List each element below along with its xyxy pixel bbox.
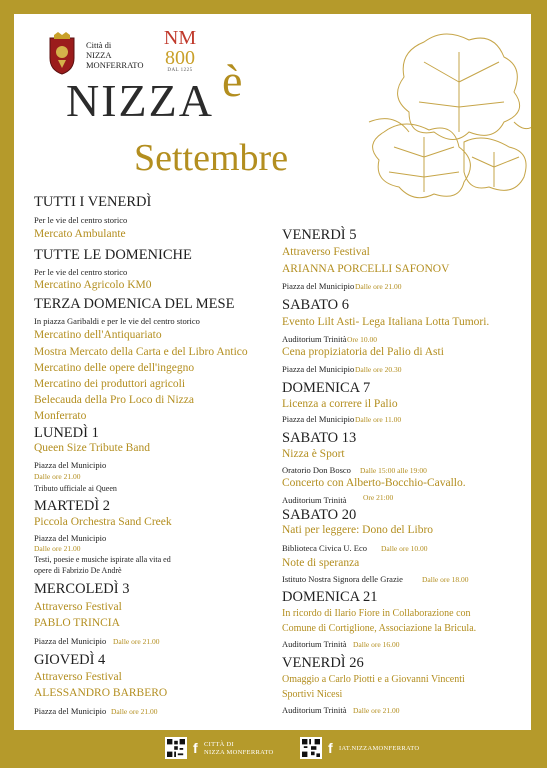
facebook-icon[interactable]: f (193, 740, 198, 756)
event-note-speranza: Note di speranza (282, 557, 360, 569)
event-carta-libro: Mostra Mercato della Carta e del Libro Antico (34, 346, 248, 358)
heading-domenica-7: DOMENICA 7 (282, 380, 371, 396)
footer-left-line1: CITTÀ DI (204, 741, 235, 748)
heading-venerdi-26: VENERDÌ 26 (282, 655, 364, 671)
note-lunedi-1: Tributo ufficiale ai Queen (34, 484, 117, 493)
logo-caption: DAL 1225 (167, 68, 193, 73)
event-attraverso-3: Attraverso Festival (34, 601, 122, 613)
event-belecauda: Belecauda della Pro Loco di Nizza (34, 394, 194, 406)
logo-number: 800 (165, 47, 195, 69)
qr-code-pattern (302, 739, 320, 757)
place-domenica-21: Auditorium Trinità (282, 639, 347, 649)
event-lilt: Evento Lilt Asti- Lega Italiana Lotta Tumori. (282, 316, 490, 328)
event-omaggio-1: Omaggio a Carlo Piotti e a Giovanni Vincenti (282, 674, 465, 685)
event-ingegno: Mercatino delle opere dell'ingegno (34, 362, 195, 374)
event-belecauda-2: Monferrato (34, 410, 87, 422)
logo-letters: NM (163, 27, 197, 49)
heading-mercoledi-3: MERCOLEDÌ 3 (34, 581, 130, 597)
sub-terza-domenica: In piazza Garibaldi e per le vie del centro storico (34, 316, 200, 326)
qr-code-pattern (167, 739, 185, 757)
heading-tutti-venerdi: TUTTI I VENERDÌ (34, 194, 152, 210)
time-martedi-2: Dalle ore 21.00 (34, 544, 81, 553)
footer (0, 730, 547, 768)
city-line2: NIZZA (86, 50, 112, 60)
event-pablo-trincia: PABLO TRINCIA (34, 617, 120, 629)
sub-tutti-venerdi: Per le vie del centro storico (34, 215, 128, 225)
note-martedi-2a: Testi, poesie e musiche ispirate alla vita ed (34, 555, 171, 564)
event-mercato-ambulante: Mercato Ambulante (34, 228, 126, 240)
place-lunedi-1: Piazza del Municipio (34, 460, 107, 470)
place-sabato-20a: Biblioteca Civica U. Eco (282, 543, 367, 553)
event-attraverso-5: Attraverso Festival (282, 246, 370, 258)
city-name (86, 40, 143, 70)
qr-code-icon[interactable] (165, 737, 187, 759)
heading-martedi-2: MARTEDÌ 2 (34, 498, 111, 514)
event-ilario-fiore-2: Comune di Cortiglione, Associazione la Bricula. (282, 623, 477, 634)
place-sabato-13b: Auditorium Trinità (282, 495, 347, 505)
place-sabato-20b: Istituto Nostra Signora delle Grazie (282, 574, 403, 584)
qr-code-icon[interactable] (300, 737, 322, 759)
place-domenica-7: Piazza del Municipio (282, 414, 355, 424)
time-sabato-20b: Dalle ore 18.00 (422, 575, 469, 584)
place-giovedi-4: Piazza del Municipio (34, 706, 107, 716)
crest-icon (46, 32, 78, 76)
footer-right-text: IAT.NIZZAMONFERRATO (339, 745, 420, 752)
time-domenica-7: Dalle ore 11.00 (355, 415, 402, 424)
event-attraverso-4: Attraverso Festival (34, 671, 122, 683)
event-ilario-fiore-1: In ricordo di Ilario Fiore in Collaborazione con (282, 608, 471, 619)
event-nizza-sport: Nizza è Sport (282, 448, 345, 460)
place-sabato-13a: Oratorio Don Bosco (282, 465, 351, 475)
event-nati-leggere: Nati per leggere: Dono del Libro (282, 524, 434, 536)
heading-sabato-6: SABATO 6 (282, 297, 350, 313)
event-sand-creek: Piccola Orchestra Sand Creek (34, 516, 172, 528)
title-settembre: Settembre (134, 137, 289, 179)
time-sabato-13a: Dalle 15:00 alle 19:00 (360, 466, 427, 475)
event-barbero: ALESSANDRO BARBERO (34, 687, 168, 699)
city-line1: Città di (86, 40, 112, 50)
poster (14, 14, 531, 730)
event-licenza-palio: Licenza a correre il Palio (282, 398, 398, 410)
event-queen-size: Queen Size Tribute Band (34, 442, 150, 454)
time-lunedi-1: Dalle ore 21.00 (34, 472, 81, 481)
heading-domenica-21: DOMENICA 21 (282, 589, 378, 605)
note-martedi-2b: opere di Fabrizio De Andrè (34, 566, 122, 575)
time-sabato-20a: Dalle ore 10.00 (381, 544, 428, 553)
place-martedi-2: Piazza del Municipio (34, 533, 107, 543)
time-sabato-6b: Dalle ore 20.30 (355, 365, 402, 374)
event-omaggio-2: Sportivi Nicesi (282, 689, 343, 700)
time-mercoledi-3: Dalle ore 21.00 (113, 637, 160, 646)
time-domenica-21: Dalle ore 16.00 (353, 640, 400, 649)
sub-tutte-domeniche: Per le vie del centro storico (34, 267, 128, 277)
place-venerdi-26: Auditorium Trinità (282, 705, 347, 715)
place-venerdi-5: Piazza del Municipio (282, 281, 355, 291)
footer-left-line2: NIZZA MONFERRATO (204, 749, 274, 756)
heading-terza-domenica: TERZA DOMENICA DEL MESE (34, 296, 235, 312)
vine-leaf-illustration (364, 22, 531, 207)
place-mercoledi-3: Piazza del Municipio (34, 636, 107, 646)
event-concerto: Concerto con Alberto-Bocchio-Cavallo. (282, 477, 466, 489)
city-line3: MONFERRATO (86, 60, 144, 70)
time-giovedi-4: Dalle ore 21.00 (111, 707, 158, 716)
event-produttori: Mercatino dei produttori agricoli (34, 378, 186, 390)
footer-left-text (204, 741, 274, 757)
heading-venerdi-5: VENERDÌ 5 (282, 227, 357, 243)
title-e: è (222, 55, 243, 106)
heading-tutte-domeniche: TUTTE LE DOMENICHE (34, 247, 192, 263)
time-venerdi-26: Dalle ore 21.00 (353, 706, 400, 715)
time-sabato-13b: Ore 21:00 (363, 493, 394, 502)
event-antiquariato: Mercatino dell'Antiquariato (34, 329, 162, 341)
heading-sabato-20: SABATO 20 (282, 507, 357, 523)
event-porcelli: ARIANNA PORCELLI SAFONOV (282, 263, 450, 275)
heading-giovedi-4: GIOVEDÌ 4 (34, 652, 106, 668)
title-nizza: NIZZA (66, 75, 214, 126)
heading-lunedi-1: LUNEDÌ 1 (34, 425, 99, 441)
heading-sabato-13: SABATO 13 (282, 430, 357, 446)
facebook-icon[interactable]: f (328, 740, 333, 756)
place-sabato-6b: Piazza del Municipio (282, 364, 355, 374)
event-cena-palio: Cena propiziatoria del Palio di Asti (282, 346, 444, 358)
place-sabato-6a: Auditorium Trinità (282, 334, 347, 344)
event-mercatino-km0: Mercatino Agricolo KM0 (34, 279, 152, 291)
time-venerdi-5: Dalle ore 21.00 (355, 282, 402, 291)
time-sabato-6a: Ore 10.00 (347, 335, 377, 344)
